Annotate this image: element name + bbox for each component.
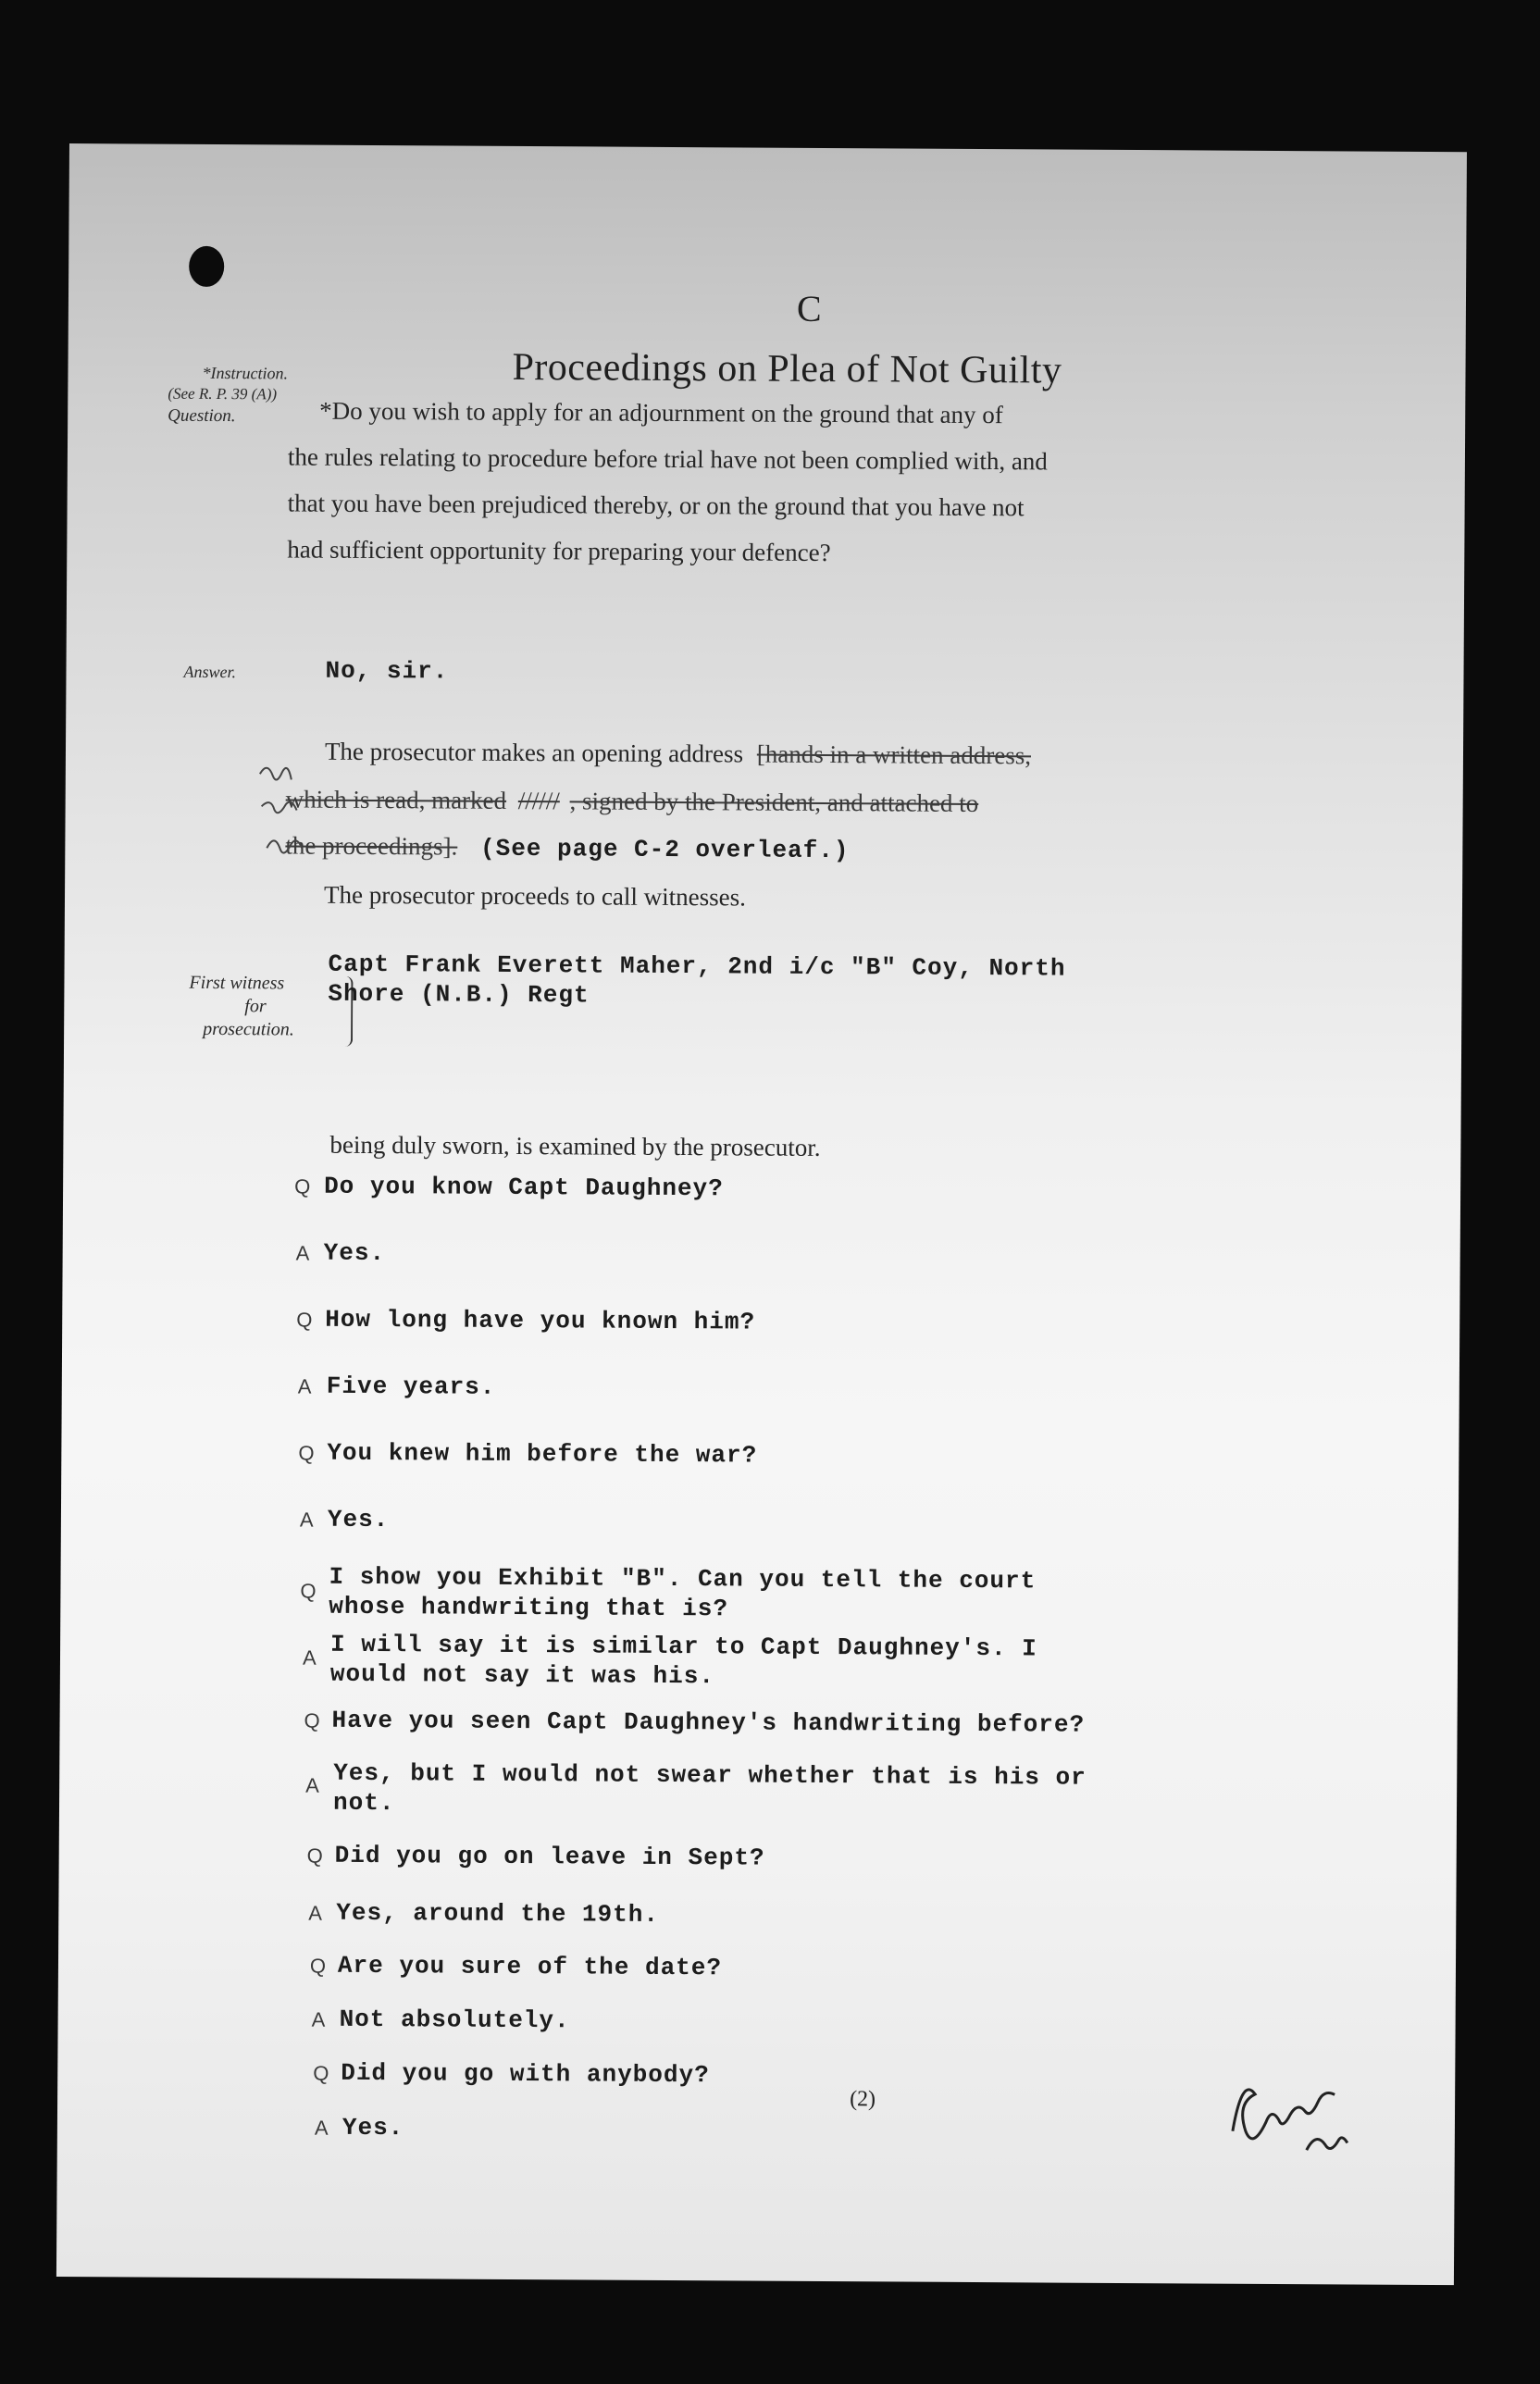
qa-text: How long have you known him?: [325, 1305, 756, 1336]
qa-letter: Q: [313, 2061, 329, 2085]
opening-address-text: The prosecutor makes an opening address: [324, 737, 744, 768]
qa-letter: Q: [304, 1708, 320, 1732]
question-line-1: *Do you wish to apply for an adjournment on the ground that any of: [319, 396, 1003, 429]
witness-line-2: Shore (N.B.) Regt: [328, 979, 590, 1010]
qa-text: Not absolutely.: [339, 2005, 570, 2035]
qa-letter: Q: [298, 1441, 315, 1465]
qa-text: would not say it was his.: [329, 1659, 715, 1691]
margin-first-witness-2: for: [244, 996, 267, 1017]
opening-address-line-2: [286, 785, 979, 818]
qa-letter: Q: [300, 1579, 317, 1603]
punch-hole: [189, 246, 224, 287]
qa-letter: Q: [296, 1308, 313, 1332]
document-page: [56, 143, 1467, 2285]
qa-text: whose handwriting that is?: [329, 1592, 729, 1623]
answer-text: No, sir.: [325, 656, 449, 686]
page-title: Proceedings on Plea of Not Guilty: [512, 345, 1062, 392]
qa-text: Do you know Capt Daughney?: [324, 1172, 724, 1203]
qa-letter: Q: [309, 1954, 327, 1978]
margin-instruction: *Instruction.: [202, 363, 289, 383]
struck-text-2a: which is read, marked: [285, 785, 507, 814]
question-line-2: the rules relating to procedure before trial have not been complied with, and: [287, 442, 1048, 476]
opening-address-line-3: [285, 831, 849, 864]
qa-text: Yes, but I would not swear whether that is his or: [333, 1758, 1087, 1792]
qa-letter: A: [299, 1508, 314, 1532]
sworn-text: being duly sworn, is examined by the prosecutor.: [329, 1130, 821, 1161]
qa-text: Yes, around the 19th.: [336, 1898, 660, 1929]
margin-first-witness-1: First witness: [189, 972, 285, 994]
question-line-4: had sufficient opportunity for preparing your defence?: [287, 535, 831, 567]
margin-question: Question.: [168, 405, 236, 427]
margin-instruction-ref: (See R. P. 39 (A)): [168, 384, 278, 404]
struck-text-2c: , signed by the President, and attached to: [569, 787, 979, 818]
qa-text: Five years.: [326, 1372, 496, 1401]
qa-text: Have you seen Capt Daughney's handwriting before?: [331, 1706, 1086, 1739]
qa-text: Yes.: [323, 1238, 386, 1268]
page-number: (2): [850, 2087, 876, 2112]
handwritten-initials: [1214, 2048, 1400, 2169]
qa-letter: A: [302, 1645, 317, 1670]
qa-text: Yes.: [342, 2113, 404, 2142]
qa-text: You knew him before the war?: [327, 1438, 758, 1470]
section-letter: C: [796, 287, 822, 329]
witness-line-1: Capt Frank Everett Maher, 2nd i/c "B" Coy, North: [328, 950, 1066, 983]
qa-text: not.: [332, 1788, 395, 1818]
qa-text: I will say it is similar to Capt Daughney's. I: [330, 1630, 1037, 1663]
qa-text: Yes.: [327, 1505, 390, 1534]
qa-letter: A: [314, 2116, 329, 2140]
see-page-reference: (See page C-2 overleaf.): [479, 834, 850, 865]
question-line-3: that you have been prejudiced thereby, or on the ground that you have not: [287, 489, 1025, 522]
margin-first-witness-3: prosecution.: [203, 1018, 294, 1040]
struck-text-3: the proceedings].: [285, 831, 458, 861]
qa-letter: A: [295, 1241, 310, 1265]
qa-text: Did you go with anybody?: [341, 2058, 710, 2090]
struck-text-1: [hands in a written address,: [756, 739, 1032, 770]
struck-text-2b: //////: [517, 786, 560, 815]
call-witnesses-text: The prosecutor proceeds to call witnesses.: [323, 880, 746, 912]
margin-initials-scribble: [250, 755, 334, 876]
qa-text: I show you Exhibit "B". Can you tell the court: [329, 1562, 1037, 1596]
qa-letter: A: [297, 1374, 312, 1398]
qa-letter: A: [308, 1901, 323, 1925]
qa-letter: A: [305, 1773, 319, 1797]
qa-letter: Q: [294, 1174, 311, 1198]
margin-answer: Answer.: [183, 662, 237, 682]
qa-letter: Q: [306, 1844, 323, 1868]
qa-letter: A: [311, 2007, 326, 2031]
opening-address-line-1: [325, 738, 1031, 771]
qa-text: Are you sure of the date?: [337, 1951, 723, 1982]
qa-text: Did you go on leave in Sept?: [334, 1841, 765, 1872]
